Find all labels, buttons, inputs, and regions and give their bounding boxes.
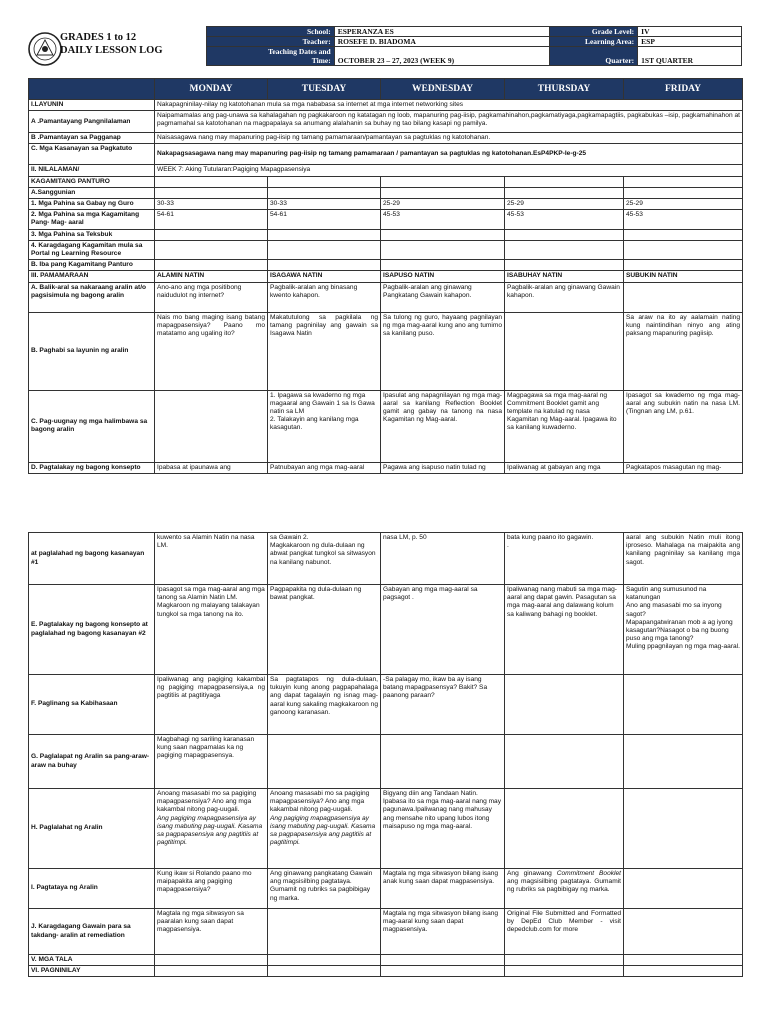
gabay-thu: 25-29 — [505, 199, 624, 210]
day-wednesday: WEDNESDAY — [381, 79, 505, 100]
konsepto1-fri-a: Pagkatapos masagutan ng mag- — [624, 462, 743, 473]
balik-thu: Pagbalik-aralan ang ginawang Gawain kahapon. — [505, 282, 624, 312]
konsepto1-label-b: at paglalahad ng bagong kasanayan #1 — [29, 533, 155, 585]
pagtataya-row — [29, 869, 743, 909]
konsepto2-thu — [505, 585, 624, 675]
day-header-row — [29, 79, 743, 100]
paglalahat-row — [29, 789, 743, 869]
dates-value: OCTOBER 23 – 27, 2023 (WEEK 9) — [334, 47, 550, 66]
gabay-label: 1. Mga Pahina sa Gabay ng Guro — [29, 199, 155, 210]
pamantayan-text: Naipamamalas ang pag-unawa sa kahalagahan ng pagkakaroon ng katatagan ng loob, mapanuring pag-iisip, pagkamahinahon,pagkamatiyaga,pagkamapagtiis, pagkabukas –isip, pagkamahinahon at pagmamahal sa katotohanan na magpapalaya sa anumang alalahanin sa buhay ng tao bilang kasapi ng pamilya. — [155, 111, 743, 133]
info-table — [206, 26, 742, 66]
konsepto1-thu-b: bata kung paano ito gagawin. . — [505, 533, 624, 585]
balik-mon: Ano-ano ang mga positibong naidudulot ng internet? — [155, 282, 268, 312]
konsepto2-fri: Sagutin ang sumusunod na katanungan Ano ang masasabi mo sa inyong sagot? Mapapangatwiranan mob a ag iyong kasagutan?Nasagot o ba ng buong puso ang mga tanong? Muling ppagnilayan ng mga mag-aaral. — [624, 585, 743, 675]
paglalapat-row — [29, 735, 743, 789]
kagamitan-row — [29, 176, 743, 187]
gabay-fri: 25-29 — [624, 199, 743, 210]
tala-row — [29, 955, 743, 966]
teacher-label: Teacher: — [207, 37, 335, 47]
kagamitan-pages-tue: 54-61 — [268, 210, 381, 229]
paglalahat-mon — [155, 789, 268, 869]
konsepto1-row-b — [29, 533, 743, 585]
kabihasaan-wed: -Sa palagay mo, ikaw ba ay isang batang mapagpasensya? Bakit? Sa paanong paraan? — [381, 675, 505, 735]
balik-fri — [624, 282, 743, 312]
title-grades: GRADES 1 to 12 — [60, 32, 137, 43]
pagtataya-label: I. Pagtataya ng Aralin — [29, 869, 155, 909]
dates-label-line1: Teaching Dates and — [268, 47, 331, 56]
pamantayan-row — [29, 111, 743, 133]
konsepto1-tue-b: sa Gawain 2. Magkakaroon ng dula-dulaan ng abwat pangkat tungkol sa sitwasyon na kanilang nabunot. — [268, 533, 381, 585]
quarter-label: Quarter: — [550, 47, 638, 66]
paglalahat-tue-answer: Ang pagiging mapagpasensiya ay isang mabuting pag-uugali. Kasama sa pagpapasensiya ang pagtitiis at pagtitimpi. — [270, 814, 376, 847]
paghabi-fri: Sa araw na ito ay aalamain nating kung naintindihan ninyo ang ating paksang mapanuring pagiisip. — [624, 312, 743, 390]
remediation-mon: Magtala ng mga sitwasyon sa paaralan kung saan dapat magpasensiya. — [155, 909, 268, 955]
paglalapat-mon: Magbahagi ng sariling karanasan kung saan nagpamalas ka ng pagiging mapagpasensya. — [155, 735, 268, 789]
kagamitan-label: KAGAMITANG PANTURO — [29, 176, 155, 187]
phase-fri: SUBUKIN NATIN — [624, 271, 743, 282]
teksbuk-label: 3. Mga Pahina sa Teksbuk — [29, 229, 155, 240]
lesson-log-header — [28, 26, 742, 72]
konsepto1-fri-b: aaral ang subukin Natin muli itong iproseso. Mahalaga na maipakita ang kanilang pagninilay sa kanilang mga sagot. — [624, 533, 743, 585]
pagtataya-mon: Kung ikaw si Rolando paano mo maipapakita ang pagiging mapagpasensiya? — [155, 869, 268, 909]
sanggunian-label: A.Sanggunian — [29, 187, 155, 198]
balik-label: A. Balik-aral sa nakaraang aralin at/o pagsisimula ng bagong aralin — [29, 282, 155, 312]
dates-label-line2: Time: — [311, 56, 331, 65]
konsepto1-mon-a: Ipabasa at ipaunawa ang — [155, 462, 268, 473]
title-dll: DAILY LESSON LOG — [60, 45, 163, 56]
paglalahat-tue-question: Anoang masasabi mo sa pagiging mapagpasensiya? Ano ang mga kakambal nitong pag-uugali. — [270, 790, 370, 814]
gabay-row — [29, 199, 743, 210]
layunin-row — [29, 100, 743, 111]
tala-label: V. MGA TALA — [29, 955, 155, 966]
phase-wed: ISAPUSO NATIN — [381, 271, 505, 282]
nilalaman-row — [29, 165, 743, 176]
konsepto1-wed-b: nasa LM, p. 50 — [381, 533, 505, 585]
layunin-label: I.LAYUNIN — [29, 100, 155, 111]
kasanayan-label: C. Mga Kasanayan sa Pagkatuto — [29, 144, 155, 165]
pagugnay-tue: 1. Ipagawa sa kwaderno ng mga magaaral ang Gawain 1 sa Is Gawa natin sa LM 2. Talakayin ang kanilang mga kasagutan. — [268, 390, 381, 462]
paghabi-wed: Sa tulong ng guro, hayaang pagnilayan ng mga mag-aaral kung ano ang tumimo sa kanilang puso. — [381, 312, 505, 390]
lesson-log-page-1 — [28, 26, 742, 474]
pagninilay-label: VI. PAGNINILAY — [29, 966, 155, 977]
lesson-grid-page-1 — [28, 78, 743, 474]
dates-label — [207, 47, 335, 66]
area-label: Learning Area: — [550, 37, 638, 47]
kabihasaan-mon: Ipaliwanag ang pagiging kakambal ng pagiging mapagpasensiya,a ng pagtitiis at pagtitiyaga — [155, 675, 268, 735]
paglalahat-label: H. Paglalahat ng Aralin — [29, 789, 155, 869]
kabihasaan-row — [29, 675, 743, 735]
konsepto1-tue-a: Patnubayan ang mga mag-aaral — [268, 462, 381, 473]
pagtataya-thu-b: ang magsisilbing pagtataya. Gumamit ng rubriks sa pagbibigay ng marka. — [507, 878, 621, 894]
pagganap-label: B .Pamantayan sa Pagganap — [29, 133, 155, 144]
konsepto1-wed-a: Pagawa ang isapuso natin tulad ng — [381, 462, 505, 473]
remediation-wed: Magtala ng mga sitwasyon bilang isang mag-aaral kung saan dapat magpasensiya. — [381, 909, 505, 955]
pagugnay-wed: Ipasulat ang napagnilayan ng mga mag-aaral sa kanilang Reflection Booklet gamit ang gabay na tanong na nasa Kagamitan ng Mag-aaral. — [381, 390, 505, 462]
lesson-grid-page-2 — [28, 532, 743, 977]
kagamitan-pages-label: 2. Mga Pahina sa mga Kagamitang Pang- Mag- aaral — [29, 210, 155, 229]
iba-row — [29, 260, 743, 271]
konsepto2-row — [29, 585, 743, 675]
sanggunian-row — [29, 187, 743, 198]
day-friday: FRIDAY — [624, 79, 743, 100]
remediation-thu: Original File Submitted and Formatted by DepEd Club Member - visit depedclub.com for more — [505, 909, 624, 955]
konsepto1-label-a: D. Pagtalakay ng bagong konsepto — [29, 462, 155, 473]
paghabi-row — [29, 312, 743, 390]
paghabi-tue: Makatutulong sa pagkilala ng tamang pagninilay ang gawain sa Isagawa Natin — [268, 312, 381, 390]
pagugnay-fri: Ipasagot sa kwaderno ng mga mag-aaral ang subukin natin na nasa LM. (Tingnan ang LM, p.61. — [624, 390, 743, 462]
pamantayan-label: A .Pamantayang Pangnilalaman — [29, 111, 155, 133]
konsepto2-tue: Pagpapakita ng dula-dulaan ng bawat pangkat. — [268, 585, 381, 675]
area-value: ESP — [638, 37, 742, 47]
paghabi-thu — [505, 312, 624, 390]
iba-label: B. Iba pang Kagamitang Panturo — [29, 260, 155, 271]
balik-row — [29, 282, 743, 312]
kabihasaan-label: F. Paglinang sa Kabihasaan — [29, 675, 155, 735]
pagninilay-row — [29, 966, 743, 977]
kasanayan-text: Nakapagsasagawa nang may mapanuring pag-iisip ng tamang pamamaraan / pamantayan sa pagtuklas ng katotohanan.EsP4PKP-Ie-g-25 — [155, 144, 743, 165]
konsepto2-mon: Ipasagot sa mga mag-aaral ang mga tanong sa Alamin Natin LM. Magkaroon ng malayang talakayan tungkol sa mga tanong na ito. — [155, 585, 268, 675]
pagtataya-wed: Magtala ng mga sitwasyon bilang isang anak kung saan dapat magpasensiya. — [381, 869, 505, 909]
pagganap-text: Naisasagawa nang may mapanuring pag-iisip ng tamang pamamaraan/pamantayan sa pagtuklas ng katotohanan. — [155, 133, 743, 144]
paglalapat-label: G. Paglalapat ng Aralin sa pang-araw-araw na buhay — [29, 735, 155, 789]
teksbuk-row — [29, 229, 743, 240]
pagtataya-thu-em: Commitment Booklet — [556, 870, 621, 877]
paghabi-label: B. Paghabi sa layunin ng aralin — [29, 312, 155, 390]
pagganap-row — [29, 133, 743, 144]
konsepto1-mon-b: kuwento sa Alamin Natin na nasa LM. — [155, 533, 268, 585]
konsepto2-label: E. Pagtalakay ng bagong konsepto at paglalahad ng bagong kasanayan #2 — [29, 585, 155, 675]
kagamitan-pages-fri: 45-53 — [624, 210, 743, 229]
day-tuesday: TUESDAY — [268, 79, 381, 100]
pagugnay-row — [29, 390, 743, 462]
phase-thu: ISABUHAY NATIN — [505, 271, 624, 282]
gabay-tue: 30-33 — [268, 199, 381, 210]
teacher-value: ROSEFE D. BIADOMA — [334, 37, 550, 47]
kasanayan-row — [29, 144, 743, 165]
quarter-value: 1ST QUARTER — [638, 47, 742, 66]
pamamaraan-row — [29, 271, 743, 282]
layunin-text: Nakapagninilay-nilay ng katotohanan mula sa mga nababasa sa internet at mga internet networking sites — [155, 100, 743, 111]
pagugnay-label: C. Pag-uugnay ng mga halimbawa sa bagong aralin — [29, 390, 155, 462]
pagugnay-mon — [155, 390, 268, 462]
phase-tue: ISAGAWA NATIN — [268, 271, 381, 282]
phase-mon: ALAMIN NATIN — [155, 271, 268, 282]
pamamaraan-label: III. PAMAMARAAN — [29, 271, 155, 282]
kabihasaan-tue: Sa pagtatapos ng dula-dulaan, tukuyin kung anong pagpapahalaga ang dapat tagalayin ng isnag mag-aaral kung sakaling magkakaroon ng ganoong karanasan. — [268, 675, 381, 735]
day-monday: MONDAY — [155, 79, 268, 100]
paghabi-mon: Nais mo bang maging isang batang mapagpasensiya? Paano mo matatamo ang ugaling ito? — [155, 312, 268, 390]
gabay-wed: 25-29 — [381, 199, 505, 210]
karagdagan-row — [29, 240, 743, 259]
konsepto2-wed: Gabayan ang mga mag-aaral sa pagsagot . — [381, 585, 505, 675]
konsepto2-thu-text: Ipaliwanag nang mabuti sa mga mag-aaral ang dapat gawin. Pasagutan sa mga mag-aaral ang dalawang kolum sa kaliwang bahagi ng booklet. — [507, 586, 617, 618]
log-title — [60, 31, 163, 57]
paglalahat-mon-answer: Ang pagiging mapagpasensiya ay isang mabuting pag-uugali. Kasama sa pagpapasensiya ang pagtitiis at pagtitimpi. — [157, 814, 263, 847]
school-label: School: — [207, 27, 335, 37]
paglalahat-wed: Bigyang diin ang Tandaan Natin. Ipabasa ito sa mga mag-aaral nang may pagunawa.Ipaliwanag nang mahusay ang mensahe nito upang lubos itong maisapuso ng mga mag-aaral. — [381, 789, 505, 869]
kagamitan-pages-wed: 45-53 — [381, 210, 505, 229]
pagugnay-thu: Magpagawa sa mga mag-aaral ng Commitment Booklet gamit ang template na katulad ng nasa Kagamitan ng Mag-aaral. Ipagawa ito sa kanilang kuwaderno. — [505, 390, 624, 462]
grade-value: IV — [638, 27, 742, 37]
pagtataya-thu — [505, 869, 624, 909]
konsepto1-thu-a: Ipaliwanag at gabayan ang mga — [505, 462, 624, 473]
balik-tue: Pagbalik-aralan ang binasang kwento kahapon. — [268, 282, 381, 312]
paglalahat-tue — [268, 789, 381, 869]
remediation-label: J. Karagdagang Gawain para sa takdang- aralin at remediation — [29, 909, 155, 955]
karagdagan-label: 4. Karagdagang Kagamitan mula sa Portal ng Learning Resource — [29, 240, 155, 259]
nilalaman-label: II. NILALAMAN/ — [29, 165, 155, 176]
pagtataya-tue: Ang ginawang pangkatang Gawain ang magsisilbing pagtataya. Gumamit ng rubriks sa pagbibigay ng marka. — [268, 869, 381, 909]
balik-wed: Pagbalik-aralan ang ginawang Pangkatang Gawain kahapon. — [381, 282, 505, 312]
kagamitan-pages-row — [29, 210, 743, 229]
kagamitan-pages-thu: 45-53 — [505, 210, 624, 229]
day-thursday: THURSDAY — [505, 79, 624, 100]
pagtataya-thu-a: Ang ginawang — [507, 870, 552, 877]
lesson-log-page-2 — [28, 532, 742, 977]
konsepto1-row-a — [29, 462, 743, 473]
school-value: ESPERANZA ES — [334, 27, 550, 37]
kagamitan-pages-mon: 54-61 — [155, 210, 268, 229]
paglalahat-mon-question: Anoang masasabi mo sa pagiging mapagpasensiya? Ano ang mga kakambal nitong pag-uugali. — [157, 790, 257, 814]
gabay-mon: 30-33 — [155, 199, 268, 210]
remediation-row — [29, 909, 743, 955]
grade-label: Grade Level: — [550, 27, 638, 37]
nilalaman-text: WEEK 7: Aking Tutularan:Pagiging Mapagpasensiya — [155, 165, 743, 176]
